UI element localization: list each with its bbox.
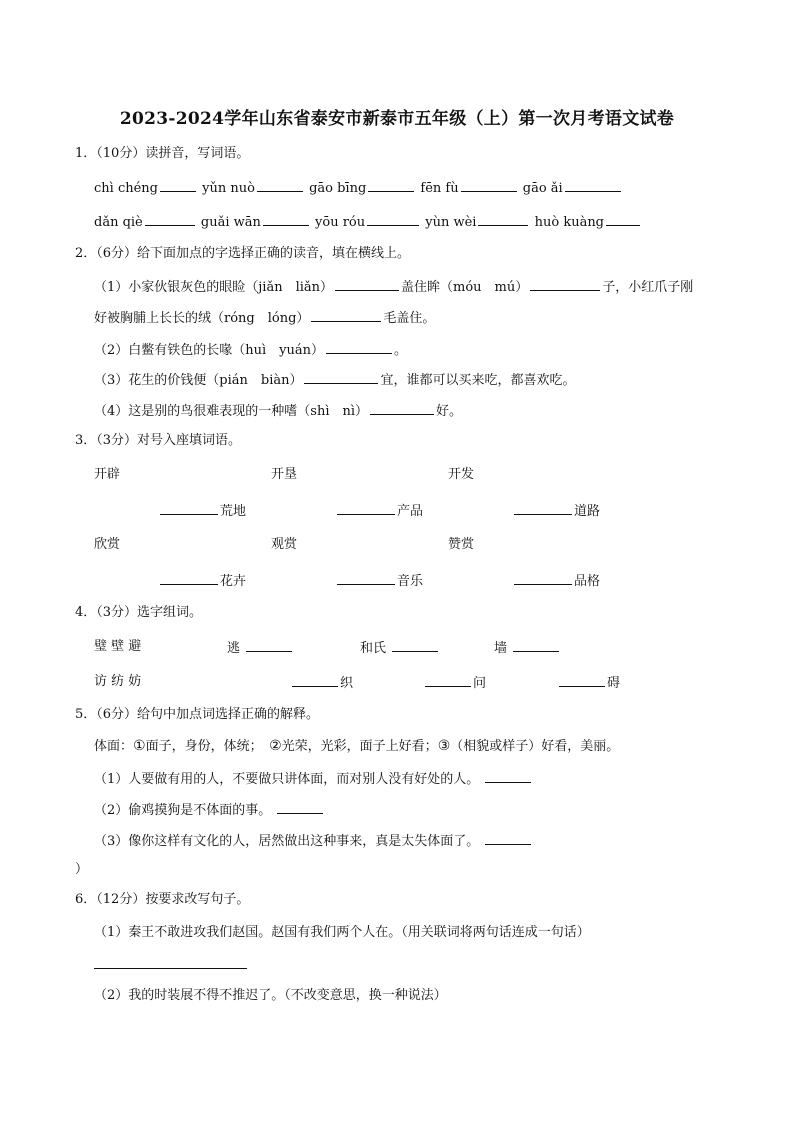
sentence-text: （3）花生的价钱便（pián biàn） [94, 373, 303, 388]
pinyin-item: yōu róu [315, 215, 366, 230]
q1-row-2 [94, 212, 642, 232]
q2-heading: 2．（6分）给下面加点的字选择正确的读音，填在横线上。 [75, 246, 411, 261]
pinyin-item: gāo ǎi [522, 181, 563, 196]
fill-item: 荒地 [158, 501, 246, 521]
q4-heading: 4．（3分）选字组词。 [75, 605, 203, 620]
answer-blank[interactable] [513, 638, 559, 652]
fill-item: 花卉 [158, 571, 246, 591]
answer-blank[interactable] [565, 178, 621, 192]
word-option: 欣赏 [94, 537, 121, 552]
stray-bracket: ） [75, 862, 89, 877]
pinyin-item: huò kuàng [534, 215, 605, 230]
q6-sentence-2: （2）我的时装展不得不推迟了。（不改变意思，换一种说法） [94, 988, 447, 1003]
char-group: 访 纺 妨 [94, 674, 142, 689]
q5-sentence-1: （1）人要做有用的人，不要做只讲体面，而对别人没有好处的人。 [94, 769, 533, 789]
fill-item: 逃 [227, 638, 294, 658]
answer-blank[interactable] [311, 308, 381, 322]
q5-sentence-2: （2）偷鸡摸狗是不体面的事。 [94, 800, 325, 820]
answer-blank[interactable] [425, 673, 471, 687]
sentence-text: （1）小家伙银灰色的眼睑（jiǎn liǎn） [94, 280, 334, 295]
answer-blank[interactable] [514, 571, 572, 585]
sentence-text: 子，小红爪子刚 [602, 280, 694, 295]
fill-item: 碍 [557, 673, 620, 693]
pinyin-item: dǎn qiè [94, 215, 143, 230]
answer-blank[interactable] [337, 501, 395, 515]
answer-blank[interactable] [335, 277, 399, 291]
answer-blank[interactable] [530, 277, 600, 291]
answer-line[interactable] [94, 968, 247, 969]
fill-item: 音乐 [335, 571, 423, 591]
answer-blank[interactable] [370, 401, 434, 415]
answer-blank[interactable] [337, 571, 395, 585]
answer-blank[interactable] [367, 212, 419, 226]
q2-sentence-2 [94, 340, 407, 360]
q2-sentence-1-cont [94, 308, 435, 328]
sentence-text: 宜，谁都可以买来吃，都喜欢吃。 [380, 373, 576, 388]
word-option: 开辟 [94, 467, 121, 482]
sentence-text: （4）这是别的鸟很难表现的一种嗜（shì nì） [94, 404, 369, 419]
answer-blank[interactable] [160, 178, 196, 192]
word-option: 开垦 [271, 467, 298, 482]
pinyin-item: chì chéng [94, 181, 158, 196]
sentence-text: 盖住眸（móu mú） [401, 280, 529, 295]
answer-blank[interactable] [263, 212, 309, 226]
answer-blank[interactable] [485, 769, 531, 783]
q2-sentence-3 [94, 370, 576, 390]
answer-blank[interactable] [461, 178, 517, 192]
answer-blank[interactable] [606, 212, 640, 226]
answer-blank[interactable] [478, 212, 528, 226]
q1-heading: 1．（10分）读拼音，写词语。 [75, 146, 250, 161]
pinyin-item: yùn wèi [425, 215, 477, 230]
pinyin-item: guǎi wān [200, 215, 261, 230]
answer-blank[interactable] [277, 800, 323, 814]
fill-item: 产品 [335, 501, 423, 521]
answer-blank[interactable] [559, 673, 605, 687]
q6-sentence-1: （1）秦王不敢进攻我们赵国。赵国有我们两个人在。（用关联词将两句话连成一句话） [94, 925, 590, 940]
answer-blank[interactable] [485, 831, 531, 845]
sentence-text: 好。 [436, 404, 463, 419]
answer-blank[interactable] [246, 638, 292, 652]
pinyin-item: gāo bīng [309, 181, 367, 196]
q2-sentence-1 [94, 277, 693, 297]
q6-heading: 6．（12分）按要求改写句子。 [75, 892, 250, 907]
char-group: 璧 壁 避 [94, 639, 142, 654]
q3-heading: 3．（3分）对号入座填词语。 [75, 433, 242, 448]
answer-blank[interactable] [514, 501, 572, 515]
answer-blank[interactable] [160, 571, 218, 585]
sentence-text: 。 [394, 343, 408, 358]
sentence-text: 毛盖住。 [383, 311, 436, 326]
pinyin-item: fēn fù [420, 181, 459, 196]
fill-item: 问 [423, 673, 486, 693]
q2-sentence-4 [94, 401, 462, 421]
q5-heading: 5．（6分）给句中加点词选择正确的解释。 [75, 707, 320, 722]
answer-blank[interactable] [160, 501, 218, 515]
answer-blank[interactable] [145, 212, 195, 226]
answer-blank[interactable] [392, 638, 438, 652]
q5-sentence-3: （3）像你这样有文化的人，居然做出这种事来，真是太失体面了。 [94, 831, 533, 851]
word-option: 赞赏 [448, 537, 475, 552]
answer-blank[interactable] [304, 370, 378, 384]
sentence-text: 好被胸脯上长长的绒（róng lóng） [94, 311, 310, 326]
pinyin-item: yǔn nuò [202, 181, 255, 196]
fill-item: 品格 [512, 571, 600, 591]
sentence-text: （2）白鳖有铁色的长喙（huì yuán） [94, 343, 325, 358]
answer-blank[interactable] [326, 340, 392, 354]
q1-row-1 [94, 178, 623, 198]
page-title: 2023-2024学年山东省泰安市新泰市五年级（上）第一次月考语文试卷 [119, 109, 675, 129]
word-option: 观赏 [271, 537, 298, 552]
word-option: 开发 [448, 467, 475, 482]
answer-blank[interactable] [292, 673, 338, 687]
q5-definitions: 体面：①面子，身份，体统； ②光荣，光彩，面子上好看；③（相貌或样子）好看，美丽。 [94, 738, 620, 754]
fill-item: 墙 [494, 638, 561, 658]
answer-blank[interactable] [257, 178, 303, 192]
answer-blank[interactable] [368, 178, 414, 192]
fill-item: 道路 [512, 501, 600, 521]
fill-item: 和氏 [360, 638, 440, 658]
fill-item: 织 [290, 673, 353, 693]
